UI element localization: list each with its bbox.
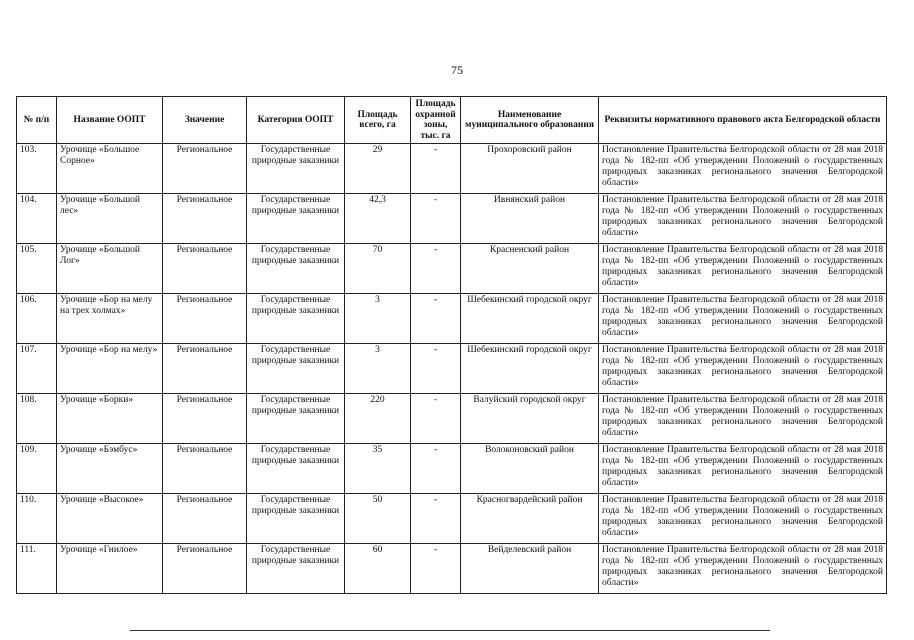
cell-significance: Региональное bbox=[163, 544, 247, 594]
header-area: Площадь всего, га bbox=[345, 97, 411, 144]
table-header bbox=[17, 97, 887, 144]
cell-requisites: Постановление Правительства Белгородской области от 28 мая 2018 года № 182-пп «Об утверждении Положений о государственных природных заказниках регионального значения Белгородской области» bbox=[599, 344, 887, 394]
table-row bbox=[17, 144, 887, 194]
table-row bbox=[17, 294, 887, 344]
cell-name: Урочище «Борки» bbox=[57, 394, 163, 444]
cell-buffer: - bbox=[411, 144, 461, 194]
cell-name: Урочище «Большой Лог» bbox=[57, 244, 163, 294]
cell-category: Государственные природные заказники bbox=[247, 144, 345, 194]
cell-num: 104. bbox=[17, 194, 57, 244]
cell-category: Государственные природные заказники bbox=[247, 344, 345, 394]
cell-municipality: Волоконовский район bbox=[461, 444, 599, 494]
cell-requisites: Постановление Правительства Белгородской области от 28 мая 2018 года № 182-пп «Об утверждении Положений о государственных природных заказниках регионального значения Белгородской области» bbox=[599, 494, 887, 544]
cell-num: 105. bbox=[17, 244, 57, 294]
cell-area: 42,3 bbox=[345, 194, 411, 244]
table-row bbox=[17, 244, 887, 294]
cell-category: Государственные природные заказники bbox=[247, 394, 345, 444]
cell-area: 220 bbox=[345, 394, 411, 444]
cell-area: 29 bbox=[345, 144, 411, 194]
cell-requisites: Постановление Правительства Белгородской области от 28 мая 2018 года № 182-пп «Об утверждении Положений о государственных природных заказниках регионального значения Белгородской области» bbox=[599, 194, 887, 244]
cell-num: 110. bbox=[17, 494, 57, 544]
cell-num: 107. bbox=[17, 344, 57, 394]
header-buffer: Площадь охранной зоны, тыс. га bbox=[411, 97, 461, 144]
cell-requisites: Постановление Правительства Белгородской области от 28 мая 2018 года № 182-пп «Об утверждении Положений о государственных природных заказниках регионального значения Белгородской области» bbox=[599, 244, 887, 294]
cell-municipality: Шебекинский городской округ bbox=[461, 344, 599, 394]
cell-category: Государственные природные заказники bbox=[247, 494, 345, 544]
cell-category: Государственные природные заказники bbox=[247, 244, 345, 294]
cell-num: 109. bbox=[17, 444, 57, 494]
cell-significance: Региональное bbox=[163, 194, 247, 244]
cell-significance: Региональное bbox=[163, 294, 247, 344]
cell-area: 3 bbox=[345, 344, 411, 394]
cell-buffer: - bbox=[411, 394, 461, 444]
cell-name: Урочище «Высокое» bbox=[57, 494, 163, 544]
cell-name: Урочище «Большое Сорное» bbox=[57, 144, 163, 194]
cell-name: Урочище «Бор на мелу на трех холмах» bbox=[57, 294, 163, 344]
table-row bbox=[17, 544, 887, 594]
table-row bbox=[17, 194, 887, 244]
header-name: Название ООПТ bbox=[57, 97, 163, 144]
cell-buffer: - bbox=[411, 194, 461, 244]
table-row bbox=[17, 344, 887, 394]
cell-area: 3 bbox=[345, 294, 411, 344]
header-category: Категория ООПТ bbox=[247, 97, 345, 144]
cell-municipality: Валуйский городской округ bbox=[461, 394, 599, 444]
cell-buffer: - bbox=[411, 444, 461, 494]
page-number: 75 bbox=[451, 63, 463, 77]
cell-municipality: Прохоровский район bbox=[461, 144, 599, 194]
cell-significance: Региональное bbox=[163, 494, 247, 544]
cell-buffer: - bbox=[411, 344, 461, 394]
header-significance: Значение bbox=[163, 97, 247, 144]
cell-area: 70 bbox=[345, 244, 411, 294]
table-row bbox=[17, 444, 887, 494]
cell-buffer: - bbox=[411, 544, 461, 594]
bottom-rule bbox=[130, 630, 770, 631]
cell-significance: Региональное bbox=[163, 244, 247, 294]
cell-buffer: - bbox=[411, 244, 461, 294]
cell-requisites: Постановление Правительства Белгородской области от 28 мая 2018 года № 182-пп «Об утверждении Положений о государственных природных заказниках регионального значения Белгородской области» bbox=[599, 444, 887, 494]
cell-significance: Региональное bbox=[163, 444, 247, 494]
cell-category: Государственные природные заказники bbox=[247, 294, 345, 344]
cell-num: 111. bbox=[17, 544, 57, 594]
table-body bbox=[17, 144, 887, 594]
header-requisites: Реквизиты нормативного правового акта Белгородской области bbox=[599, 97, 887, 144]
cell-num: 108. bbox=[17, 394, 57, 444]
cell-name: Урочище «Гнилое» bbox=[57, 544, 163, 594]
cell-area: 60 bbox=[345, 544, 411, 594]
cell-municipality: Красногвардейский район bbox=[461, 494, 599, 544]
cell-municipality: Красненский район bbox=[461, 244, 599, 294]
cell-requisites: Постановление Правительства Белгородской области от 28 мая 2018 года № 182-пп «Об утверждении Положений о государственных природных заказниках регионального значения Белгородской области» bbox=[599, 294, 887, 344]
cell-area: 35 bbox=[345, 444, 411, 494]
cell-category: Государственные природные заказники bbox=[247, 444, 345, 494]
table-row bbox=[17, 394, 887, 444]
cell-name: Урочище «Бор на мелу» bbox=[57, 344, 163, 394]
cell-buffer: - bbox=[411, 294, 461, 344]
cell-municipality: Ивнянский район bbox=[461, 194, 599, 244]
table-row bbox=[17, 494, 887, 544]
cell-significance: Региональное bbox=[163, 344, 247, 394]
cell-requisites: Постановление Правительства Белгородской области от 28 мая 2018 года № 182-пп «Об утверждении Положений о государственных природных заказниках регионального значения Белгородской области» bbox=[599, 394, 887, 444]
cell-category: Государственные природные заказники bbox=[247, 544, 345, 594]
cell-significance: Региональное bbox=[163, 144, 247, 194]
cell-num: 103. bbox=[17, 144, 57, 194]
header-municipality: Наименование муниципального образования bbox=[461, 97, 599, 144]
cell-requisites: Постановление Правительства Белгородской области от 28 мая 2018 года № 182-пп «Об утверждении Положений о государственных природных заказниках регионального значения Белгородской области» bbox=[599, 144, 887, 194]
header-row bbox=[17, 97, 887, 144]
cell-name: Урочище «Большой лес» bbox=[57, 194, 163, 244]
cell-buffer: - bbox=[411, 494, 461, 544]
cell-requisites: Постановление Правительства Белгородской области от 28 мая 2018 года № 182-пп «Об утверждении Положений о государственных природных заказниках регионального значения Белгородской области» bbox=[599, 544, 887, 594]
cell-category: Государственные природные заказники bbox=[247, 194, 345, 244]
cell-municipality: Шебекинский городской округ bbox=[461, 294, 599, 344]
cell-area: 50 bbox=[345, 494, 411, 544]
cell-municipality: Вейделевский район bbox=[461, 544, 599, 594]
cell-significance: Региональное bbox=[163, 394, 247, 444]
cell-num: 106. bbox=[17, 294, 57, 344]
cell-name: Урочище «Бэмбус» bbox=[57, 444, 163, 494]
oopt-table bbox=[16, 96, 887, 594]
header-num: № п/п bbox=[17, 97, 57, 144]
